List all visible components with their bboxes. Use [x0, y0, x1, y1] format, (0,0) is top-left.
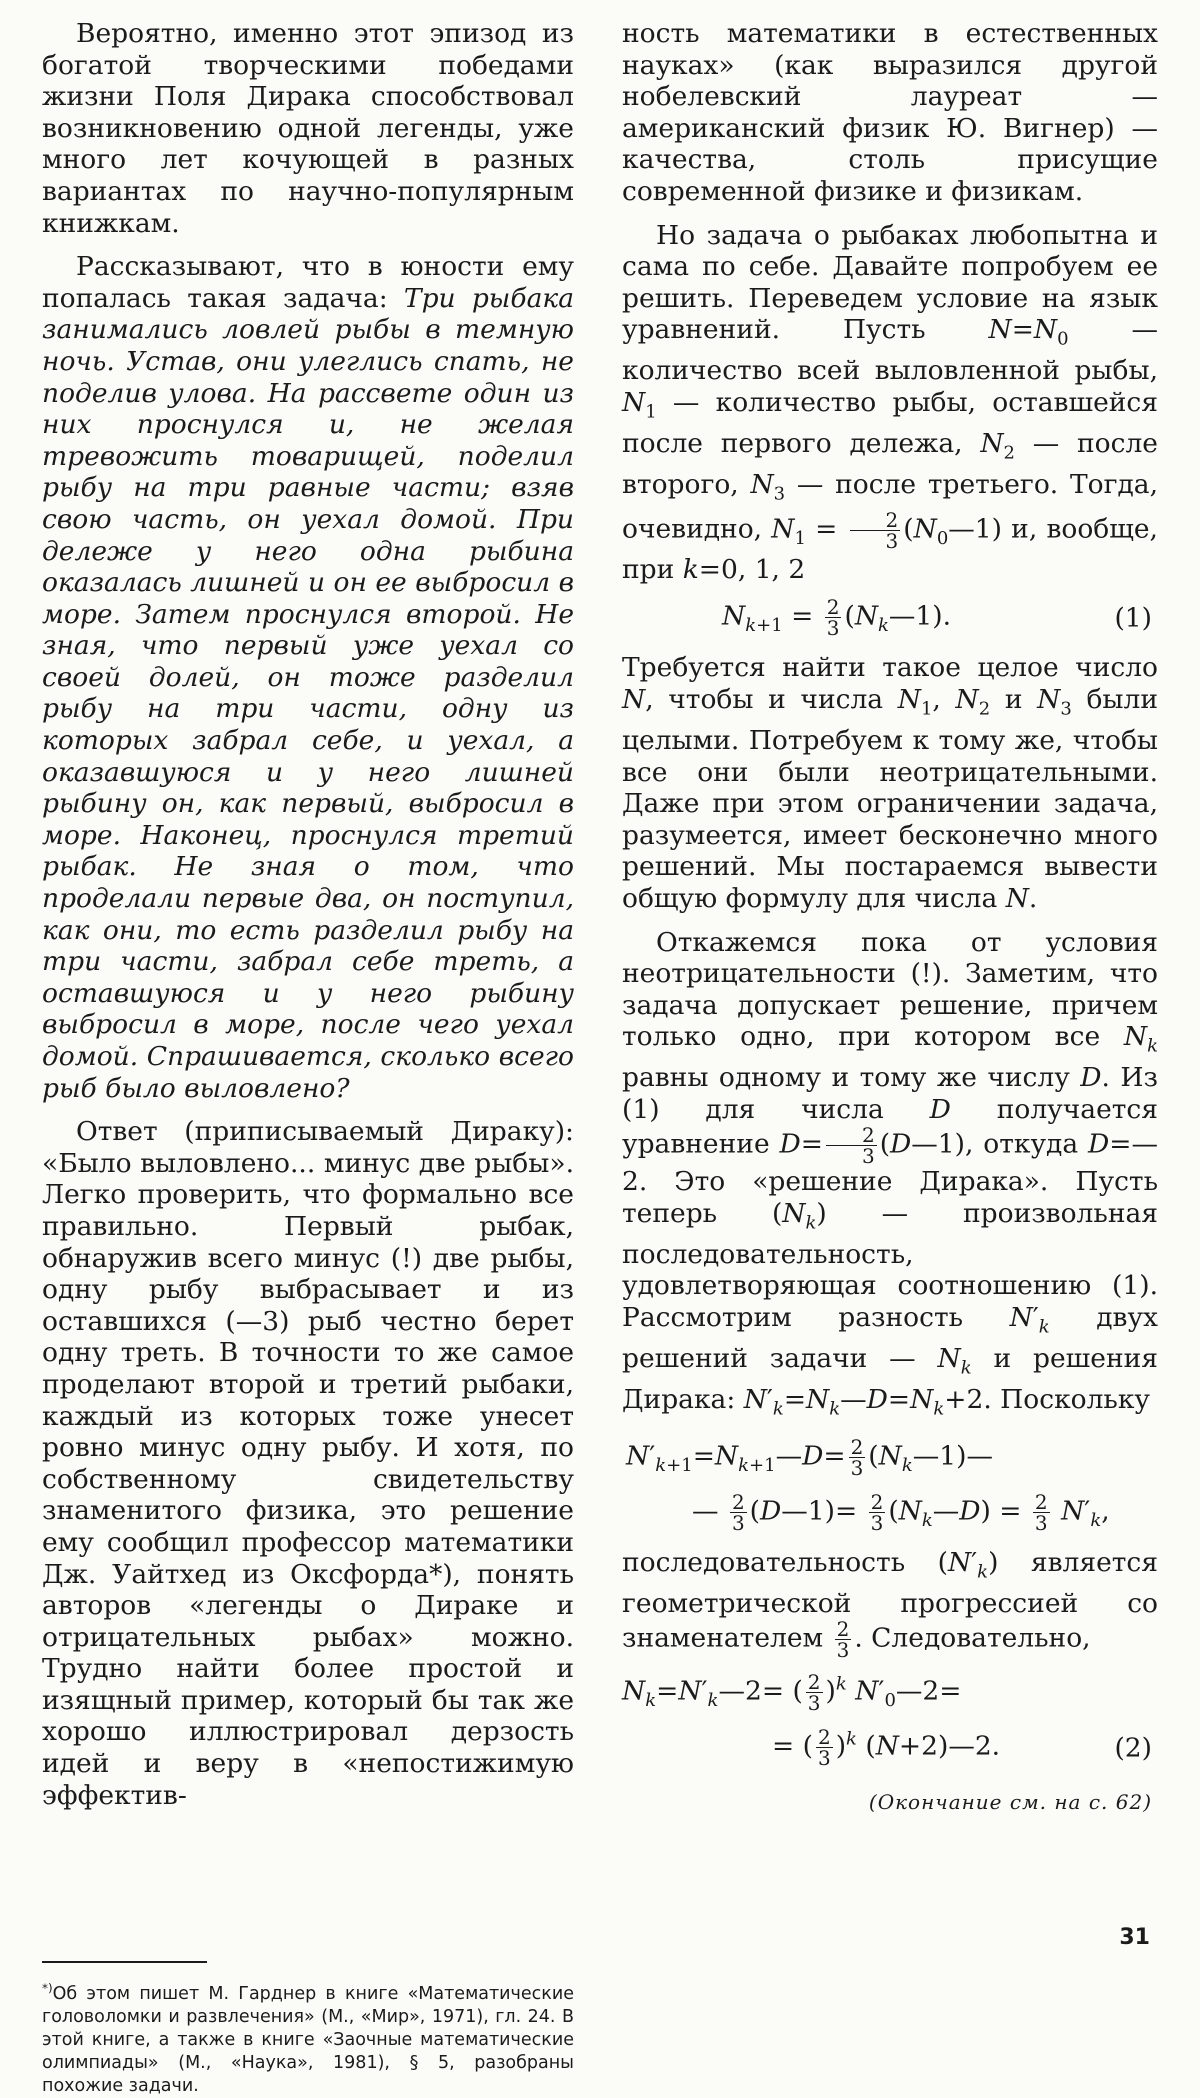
right-column [622, 18, 1158, 1814]
footnote: *)Об этом пишет М. Гарднер в книге «Математические головоломки и развлечения» (М., «Мир», 1971), гл. 24. В этой книге, а также в книге «Заочные математические олимпиады» (М., «Наука», 1981), § 5, разобраны похожие задачи. [42, 1981, 574, 2097]
paragraph-geometric-progression: последовательность $(N'_k)$ является геометрической прогрессией со знаменателем $\frac{2}{3}$ . Следовательно, [622, 1546, 1158, 1663]
left-column [42, 18, 574, 2098]
paragraph-integer-solutions: Требуется найти такое целое число N, чтобы и числа $N_1$, $N_2$ и $N_3$ были целыми. Потребуем к тому же, чтобы все они были неотрицательными. Даже при этом ограничении задача, разумеется, имеет бесконечно много решений. Мы постараемся вывести общую формулу для числа N. [622, 652, 1158, 914]
equation-difference-line-2: — $\frac{2}{3}$ (D—1)= $\frac{2}{3}$ $(N_k—D)$ = $\frac{2}{3}$ $N'_k$, [692, 1489, 1110, 1535]
equation-number-1: (1) [1114, 602, 1152, 634]
equation-number-2: (2) [1114, 1732, 1152, 1764]
page-number: 31 [1119, 1925, 1150, 1950]
paragraph-dirac-solution: Откажемся пока от условия неотрицательности (!). Заметим, что задача допускает решение, причем только одно, при котором все $N_k$ равны одному и тому же числу D. Из (1) для числа D получается уравнение D= $\frac{2}{3}$ (D—1), откуда D=—2. Это «решение Дирака». Пусть теперь $(N_k)$ — произвольная последовательность, удовлетворяющая соотношению (1). Рассмотрим разность $N'_k$ двух решений задачи — $N_k$ и решения Дирака: $N'_k=N_k—D=N_k+2$. Поскольку [622, 926, 1159, 1420]
continuation-note: (Окончание см. на с. 62) [868, 1790, 1152, 1815]
paragraph-answer: Ответ (приписываемый Дираку): «Было выловлено... минус две рыбы». Легко проверить, что формально все правильно. Первый рыбак, обнаружив всего минус (!) две рыбы, одну рыбу выбрасывает и из оставшихся (—3) рыб честно берет одну треть. В точности то же самое проделают второй и третий рыбаки, каждый из которых тоже унесет ровно минус одну рыбу. И хотя, по собственному свидетельству знаменитого физика, это решение ему сообщил профессор математики Дж. Уайтхед из Оксфорда*), понять авторов «легенды о Дираке и отрицательных рыбах» можно. Трудно найти более простой и изящный пример, который бы так же хорошо иллюстрировал дерзость идей и веру в «непостижимую эффектив- [42, 1116, 574, 1811]
paragraph-equations-setup: Но задача о рыбаках любопытна и сама по себе. Давайте попробуем ее решить. Переведем условие на язык уравнений. Пусть $N=N_0$ — количество всей выловленной рыбы, $N_1$ — количество рыбы, оставшейся после первого дележа, $N_2$ — после второго, $N_3$ — после третьего. Тогда, очевидно, $N_1$ = $\frac{2}{3}$ $(N_0—1)$ и, вообще, при k=0, 1, 2 [622, 219, 1158, 585]
paragraph-continued: ность математики в естественных науках» (как выразился другой нобелевский лауреат — американский физик Ю. Вигнер) — качества, столь присущие современной физике и физикам. [622, 18, 1158, 207]
footnote-rule [42, 1961, 207, 1963]
equation-2-line-2: = ( $\frac{2}{3}$ )$^k$ (N+2)—2. (2) [772, 1725, 1152, 1771]
equation-difference-line-1: $N'_{k+1}=N_{k+1}—D=$ $\frac{2}{3}$ $(N_k—1)—$ [626, 1434, 993, 1480]
paragraph-problem: Рассказывают, что в юности ему попалась такая задача: Три рыбака занимались ловлей рыбы в темную ночь. Устав, они улеглись спать, не поделив улова. На рассвете один из них проснулся и, не желая тревожить товарищей, поделил рыбу на три равные части; взяв свою часть, он уехал домой. При дележе у него одна рыбина оказалась лишней и он ее выбросил в море. Затем проснулся второй. Не зная, что первый уже уехал со своей долей, он тоже разделил рыбу на три части, одну из которых забрал себе, и уехал, а оказавшуюся и у него лишней рыбину он, как первый, выбросил в море. Наконец, проснулся третий рыбак. Не зная о том, что проделали первые два, он поступил, как они, то есть разделил рыбу на три части, забрал себе треть, а оставшуюся и у него рыбину выбросил в море, после чего уехал домой. Спрашивается, сколько всего рыб было выловлено? [42, 251, 574, 1104]
equation-1: $N_{k+1}$ = $\frac{2}{3}$ $(N_k—1)$. (1) [722, 595, 1152, 641]
paragraph-legend-intro: Вероятно, именно этот эпизод из богатой творческими победами жизни Поля Дирака способствовал возникновению одной легенды, уже много лет кочующей в разных вариантах по научно-популярным книжкам. [42, 18, 574, 239]
spacer [42, 1823, 574, 1961]
problem-statement: Три рыбака занимались ловлей рыбы в темную ночь. Устав, они улеглись спать, не поделив улова. На рассвете один из них проснулся и, не желая тревожить товарищей, поделил рыбу на три равные части; взяв свою часть, он уехал домой. При дележе у него одна рыбина оказалась лишней и он ее выбросил в море. Затем проснулся второй. Не зная, что первый уже уехал со своей долей, он тоже разделил рыбу на три части, одну из которых забрал себе, и уехал, а оказавшуюся и у него лишней рыбину он, как первый, выбросил в море. Наконец, проснулся третий рыбак. Не зная о том, что проделали первые два, он поступил, как они, то есть разделил рыбу на три части, забрал себе треть, а оставшуюся и у него рыбину выбросил в море, после чего уехал домой. Спрашивается, сколько всего рыб было выловлено? [42, 282, 574, 1104]
equation-2-line-1: $N_k=N'_k—2=$ ( $\frac{2}{3}$ )$^k$ $N'_0—2=$ [622, 1670, 962, 1716]
footnote-mark: *) [42, 1981, 53, 1996]
